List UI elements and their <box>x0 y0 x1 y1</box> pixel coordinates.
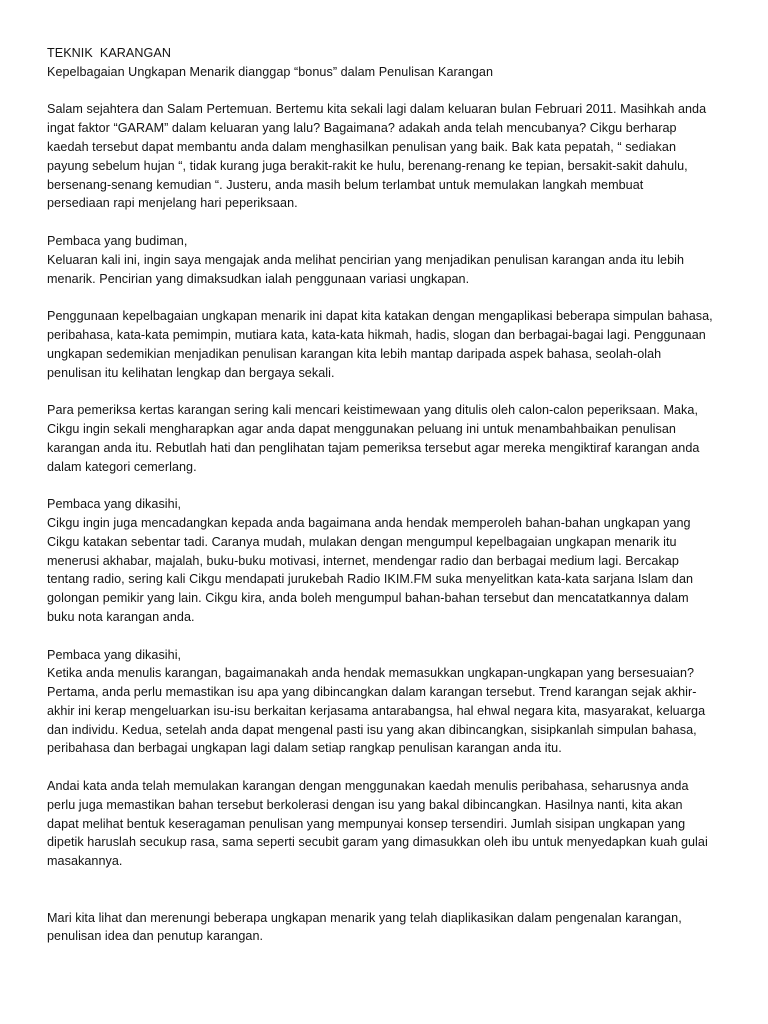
paragraph-line: dalam kategori cemerlang. <box>47 459 197 474</box>
paragraph-line: Salam sejahtera dan Salam Pertemuan. Bertemu kita sekali lagi dalam keluaran bulan Februari 2011. Masihkah anda <box>47 102 707 117</box>
paragraph <box>47 646 737 759</box>
paragraph-line: Cikgu ingin sekali mengharapkan agar anda dapat menggunakan peluang ini untuk menambahbaikan penulisan <box>47 421 676 436</box>
paragraph-line: Cikgu katakan sebentar tadi. Caranya mudah, mulakan dengan mengumpul kepelbagaian ungkapan menarik itu <box>47 534 677 549</box>
paragraph <box>47 232 737 288</box>
paragraph-line: kaedah tersebut dapat membantu anda dalam menghasilkan penulisan yang baik. Bak kata pepatah, “ sediakan <box>47 139 677 154</box>
paragraph-line: persediaan rapi menjelang hari peperiksaan. <box>47 196 298 211</box>
paragraph-line: peribahasa dan berbagai ungkapan lagi dalam setiap rangkap penulisan karangan anda itu. <box>47 741 562 756</box>
paragraph-line: Pembaca yang dikasihi, <box>47 647 182 662</box>
paragraph <box>47 100 737 213</box>
paragraph-line: penulisan itu kelihatan lengkap dan bergaya sekali. <box>47 365 335 380</box>
paragraph <box>47 495 737 627</box>
paragraph-line: peribahasa, kata-kata pemimpin, mutiara kata, kata-kata hikmah, hadis, slogan dan berbagai-bagai lagi. Penggunaan <box>47 327 706 342</box>
paragraph-line: buku nota karangan anda. <box>47 609 195 624</box>
paragraph-line: golongan pemikir yang lain. Cikgu kira, anda boleh mengumpul bahan-bahan tersebut dan mencatatkannya dalam <box>47 591 689 606</box>
paragraph-line: Andai kata anda telah memulakan karangan dengan menggunakan kaedah menulis peribahasa, seharusnya anda <box>47 779 689 794</box>
paragraph <box>47 777 737 871</box>
paragraph-line: tentang radio, sering kali Cikgu mendapati jurukebah Radio IKIM.FM suka menyelitkan kata-kata sarjana Islam dan <box>47 572 694 587</box>
paragraph-line: perlu juga memastikan bahan tersebut berkolerasi dengan isu yang bakal dibincangkan. Hasilnya nanti, kita akan <box>47 797 683 812</box>
paragraph-line: payung sebelum hujan “, tidak kurang juga berakit-rakit ke hulu, berenang-renang ke tepian, bersakit-sakit dahulu, <box>47 158 688 173</box>
paragraph-line: Para pemeriksa kertas karangan sering kali mencari keistimewaan yang ditulis oleh calon-calon peperiksaan. Maka, <box>47 403 699 418</box>
paragraph-line: Pembaca yang budiman, <box>47 233 188 248</box>
paragraph-line: penulisan idea dan penutup karangan. <box>47 929 264 944</box>
paragraph-line: Ketika anda menulis karangan, bagaimanakah anda hendak memasukkan ungkapan-ungkapan yang bersesuaian? <box>47 666 695 681</box>
paragraph-line: dan individu. Kedua, setelah anda dapat mengenal pasti isu yang akan dibincangkan, sisipkanlah simpulan bahasa, <box>47 722 697 737</box>
paragraph-line: menerusi akhabar, majalah, buku-buku motivasi, internet, mendengar radio dan berbagai medium lagi. Bercakap <box>47 553 679 568</box>
paragraph-line: Penggunaan kepelbagaian ungkapan menarik ini dapat kita katakan dengan mengaplikasi beberapa simpulan bahasa, <box>47 309 713 324</box>
paragraph <box>47 307 737 382</box>
paragraph <box>47 401 737 476</box>
paragraph-line: Pembaca yang dikasihi, <box>47 497 182 512</box>
paragraph-line: ungkapan sedemikian menjadikan penulisan karangan kita lebih mantap daripada aspek bahasa, seolah-olah <box>47 346 662 361</box>
paragraph-line: Mari kita lihat dan merenungi beberapa ungkapan menarik yang telah diaplikasikan dalam pengenalan karangan, <box>47 910 682 925</box>
paragraph-line: masakannya. <box>47 854 123 869</box>
paragraph-line: ingat faktor “GARAM” dalam keluaran yang lalu? Bagaimana? adakah anda telah mencubanya? Cikgu berharap <box>47 121 677 136</box>
paragraph-line: Keluaran kali ini, ingin saya mengajak anda melihat pencirian yang menjadikan penulisan karangan anda itu lebih <box>47 252 685 267</box>
paragraph <box>47 909 737 947</box>
paragraph-line: menarik. Pencirian yang dimaksudkan ialah penggunaan variasi ungkapan. <box>47 271 470 286</box>
paragraph-line: dapat melihat bentuk keseragaman penulisan yang mempunyai konsep tersendiri. Jumlah sisipan ungkapan yang <box>47 816 686 831</box>
document-title: TEKNIK KARANGAN <box>47 46 171 60</box>
paragraph-line: Cikgu ingin juga mencadangkan kepada anda bagaimana anda hendak memperoleh bahan-bahan ungkapan yang <box>47 515 691 530</box>
paragraph-line: dipetik haruslah secukup rasa, sama seperti secubit garam yang dimasukkan oleh ibu untuk menyedapkan kuah gulai <box>47 835 708 850</box>
document-body <box>47 100 737 946</box>
paragraph-line: Pertama, anda perlu memastikan isu apa yang dibincangkan dalam karangan tersebut. Trend karangan sejak akhir- <box>47 685 697 700</box>
paragraph-line: akhir ini kerap mengeluarkan isu-isu berkaitan kerjasama antarabangsa, hal ehwal negara kita, masyarakat, keluarga <box>47 703 706 718</box>
document-subtitle: Kepelbagaian Ungkapan Menarik dianggap “bonus” dalam Penulisan Karangan <box>47 64 494 79</box>
document-page <box>47 44 737 965</box>
paragraph-line: karangan anda itu. Rebutlah hati dan penglihatan tajam pemeriksa tersebut agar mereka mengiktiraf karangan anda <box>47 440 700 455</box>
paragraph-line: bersenang-senang kemudian “. Justeru, anda masih belum terlambat untuk memulakan langkah membuat <box>47 177 644 192</box>
